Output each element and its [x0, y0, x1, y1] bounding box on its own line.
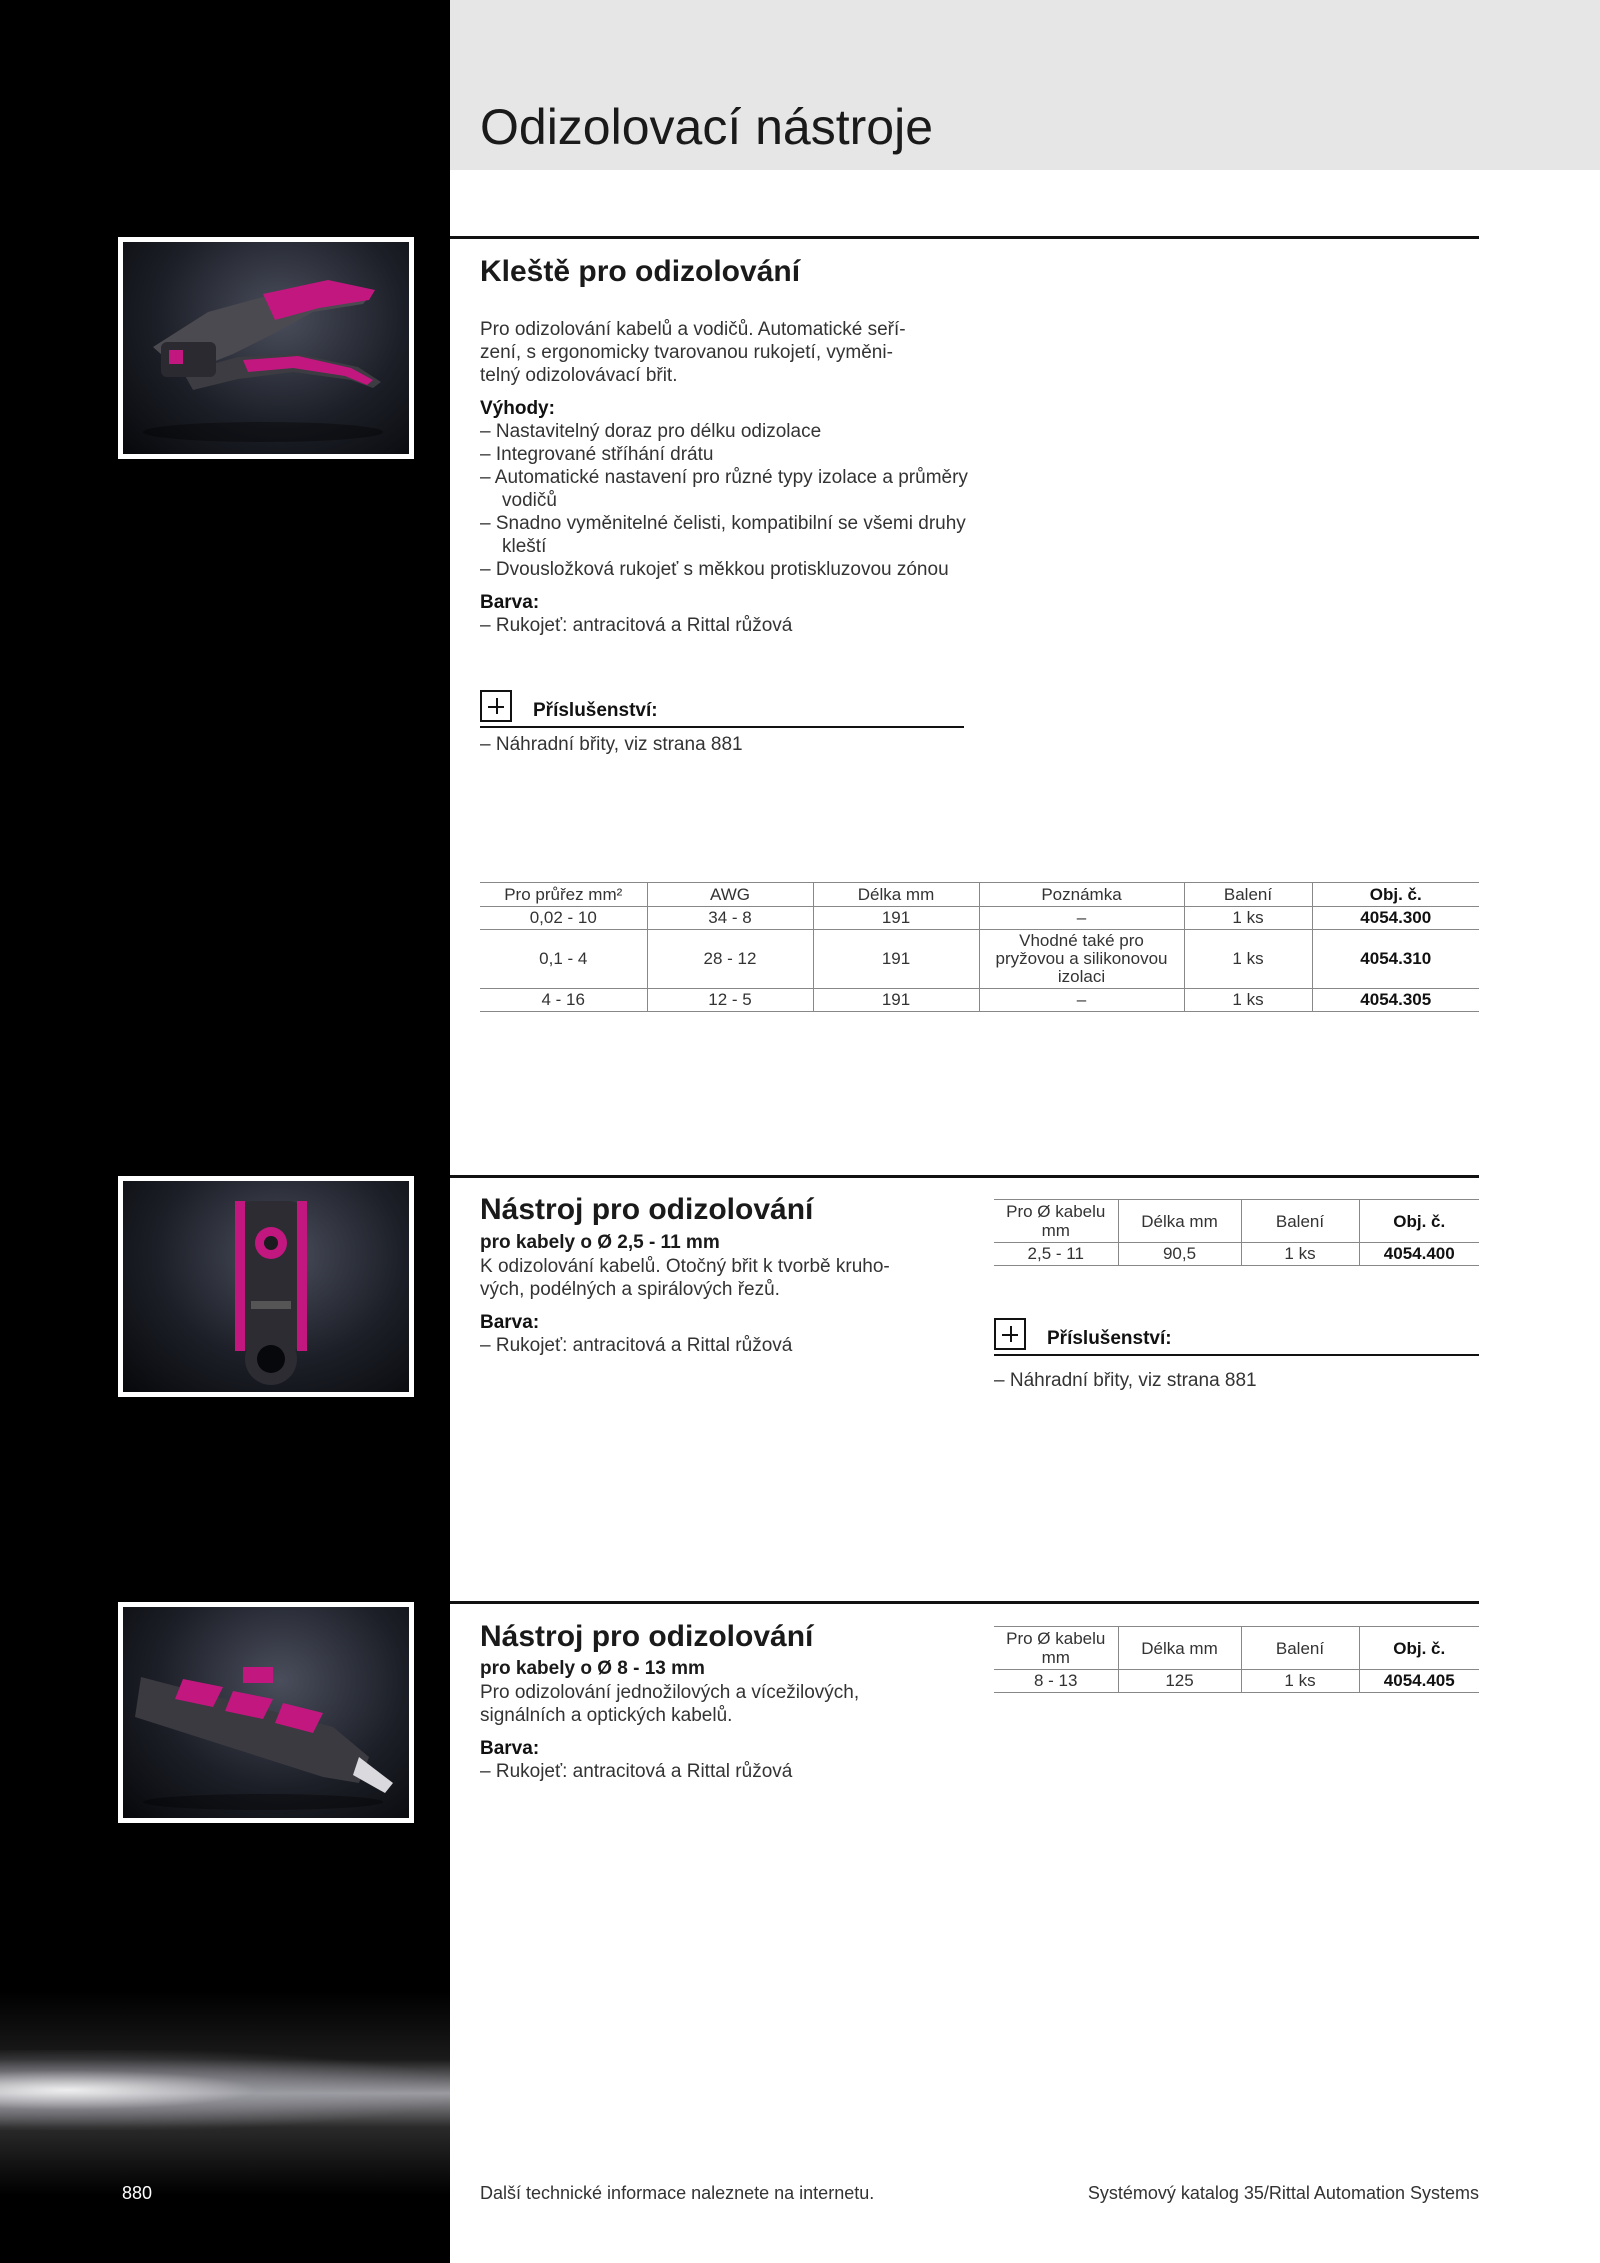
- table-cell: 12 - 5: [647, 989, 813, 1012]
- product-description: [480, 318, 972, 637]
- column-header: Obj. č.: [1359, 1200, 1479, 1243]
- description-line: Pro odizolování jednožilových a vícežilových,: [480, 1682, 860, 1703]
- description-line: K odizolování kabelů. Otočný břit k tvorbě kruho-: [480, 1256, 890, 1277]
- column-header: Pro průřez mm²: [480, 883, 647, 907]
- table-cell: 191: [813, 989, 979, 1012]
- sidebar-light-streak: [0, 2050, 450, 2130]
- table-cell: 1 ks: [1184, 930, 1312, 989]
- color-label: Barva:: [480, 1312, 540, 1333]
- table-cell: 125: [1118, 1670, 1241, 1693]
- table-row: [994, 1243, 1479, 1266]
- accessories-item: – Náhradní břity, viz strana 881: [480, 734, 743, 755]
- color-value: – Rukojeť: antracitová a Rittal růžová: [480, 1335, 793, 1356]
- column-header: Balení: [1241, 1200, 1359, 1243]
- footer-note: Další technické informace naleznete na internetu.: [480, 2183, 875, 2203]
- advantages-label: Výhody:: [480, 398, 555, 419]
- table-header-row: [480, 883, 1479, 907]
- product-description: [480, 1255, 972, 1357]
- accessories-header: [480, 690, 964, 728]
- table-cell: 191: [813, 907, 979, 930]
- advantage-item: – Automatické nastavení pro různé typy izolace a průměry vodičů: [480, 467, 968, 511]
- color-value: – Rukojeť: antracitová a Rittal růžová: [480, 1761, 793, 1782]
- cable-stripper-small-illustration: [123, 1181, 409, 1392]
- table-cell: –: [979, 989, 1184, 1012]
- product-title: Nástroj pro odizolování: [480, 1193, 814, 1226]
- order-number: 4054.400: [1359, 1243, 1479, 1266]
- description-line: zení, s ergonomicky tvarovanou rukojetí, vyměni-: [480, 342, 893, 363]
- spec-table: [994, 1199, 1479, 1266]
- column-header: Obj. č.: [1312, 883, 1479, 907]
- advantage-item: – Nastavitelný doraz pro délku odizolace: [480, 421, 822, 442]
- table-cell: 4 - 16: [480, 989, 647, 1012]
- column-header: Obj. č.: [1359, 1627, 1479, 1670]
- table-cell: 2,5 - 11: [994, 1243, 1118, 1266]
- table-header-row: [994, 1200, 1479, 1243]
- section-rule: [450, 1175, 1479, 1178]
- column-header: Balení: [1241, 1627, 1359, 1670]
- table-cell: 191: [813, 930, 979, 989]
- column-header: Pro Ø kabelu mm: [994, 1627, 1118, 1670]
- table-row: [480, 907, 1479, 930]
- product-photo-stripping-pliers: [118, 237, 414, 459]
- table-cell: 1 ks: [1184, 907, 1312, 930]
- accessories-item: – Náhradní břity, viz strana 881: [994, 1370, 1257, 1391]
- description-line: vých, podélných a spirálových řezů.: [480, 1279, 780, 1300]
- color-label: Barva:: [480, 592, 540, 613]
- column-header: Délka mm: [1118, 1200, 1241, 1243]
- cable-stripper-large-illustration: [123, 1607, 409, 1818]
- table-row: [480, 930, 1479, 989]
- order-number: 4054.300: [1312, 907, 1479, 930]
- advantage-item: – Dvousložková rukojeť s měkkou protiskluzovou zónou: [480, 559, 949, 580]
- order-number: 4054.405: [1359, 1670, 1479, 1693]
- spec-table: [480, 882, 1479, 1012]
- spec-table: [994, 1626, 1479, 1693]
- advantage-item: – Snadno vyměnitelné čelisti, kompatibilní se všemi druhy kleští: [480, 513, 966, 557]
- product-subtitle: pro kabely o Ø 8 - 13 mm: [480, 1658, 705, 1679]
- product-description: [480, 1681, 972, 1783]
- footer-catalog: Systémový katalog 35/Rittal Automation Systems: [1087, 2183, 1479, 2203]
- order-number: 4054.305: [1312, 989, 1479, 1012]
- table-cell: 1 ks: [1241, 1670, 1359, 1693]
- page-title: Odizolovací nástroje: [480, 99, 934, 155]
- column-header: Poznámka: [979, 883, 1184, 907]
- table-row: [480, 989, 1479, 1012]
- accessories-label: Příslušenství:: [1047, 1328, 1172, 1349]
- table-header-row: [994, 1627, 1479, 1670]
- table-cell: 34 - 8: [647, 907, 813, 930]
- plus-icon: [994, 1318, 1026, 1350]
- description-line: signálních a optických kabelů.: [480, 1705, 733, 1726]
- section-rule: [450, 1601, 1479, 1604]
- description-line: telný odizolovávací břit.: [480, 365, 678, 386]
- color-value: – Rukojeť: antracitová a Rittal růžová: [480, 615, 793, 636]
- table-cell: 0,1 - 4: [480, 930, 647, 989]
- order-number: 4054.310: [1312, 930, 1479, 989]
- color-label: Barva:: [480, 1738, 540, 1759]
- section-rule: [450, 236, 1479, 239]
- column-header: Délka mm: [1118, 1627, 1241, 1670]
- table-cell: 90,5: [1118, 1243, 1241, 1266]
- column-header: AWG: [647, 883, 813, 907]
- product-title: Nástroj pro odizolování: [480, 1620, 814, 1653]
- table-cell: 1 ks: [1241, 1243, 1359, 1266]
- accessories-header: [994, 1318, 1479, 1356]
- column-header: Délka mm: [813, 883, 979, 907]
- column-header: Pro Ø kabelu mm: [994, 1200, 1118, 1243]
- table-cell: 1 ks: [1184, 989, 1312, 1012]
- stripping-pliers-illustration: [123, 242, 409, 454]
- product-subtitle: pro kabely o Ø 2,5 - 11 mm: [480, 1232, 720, 1253]
- table-row: [994, 1670, 1479, 1693]
- column-header: Balení: [1184, 883, 1312, 907]
- plus-icon: [480, 690, 512, 722]
- product-photo-cable-stripper-large: [118, 1602, 414, 1823]
- page-number: 880: [122, 2183, 153, 2203]
- table-cell: 8 - 13: [994, 1670, 1118, 1693]
- table-cell: Vhodné také pro pryžovou a silikonovou izolaci: [979, 930, 1184, 989]
- accessories-label: Příslušenství:: [533, 700, 658, 721]
- product-photo-cable-stripper-small: [118, 1176, 414, 1397]
- advantage-item: – Integrované stříhání drátu: [480, 444, 714, 465]
- table-cell: 28 - 12: [647, 930, 813, 989]
- table-cell: –: [979, 907, 1184, 930]
- description-line: Pro odizolování kabelů a vodičů. Automatické seří-: [480, 319, 906, 340]
- table-cell: 0,02 - 10: [480, 907, 647, 930]
- product-title: Kleště pro odizolování: [480, 255, 801, 288]
